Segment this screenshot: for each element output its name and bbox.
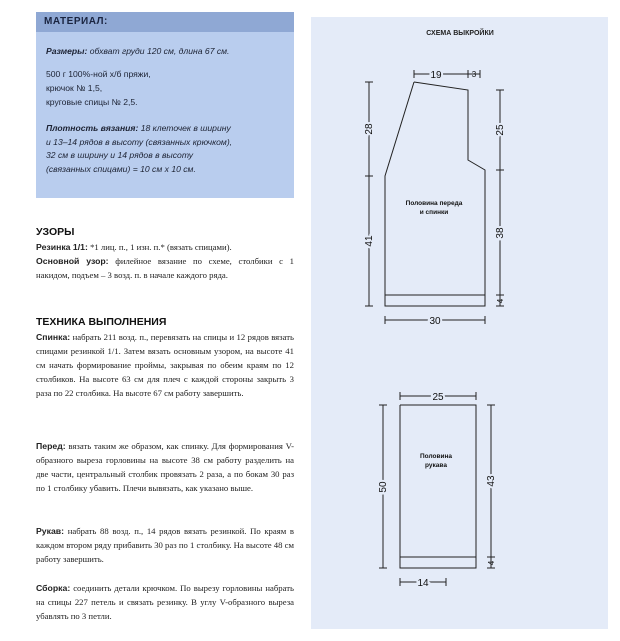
back-label: Спинка:	[36, 332, 71, 342]
front-text: вязать таким же образом, как спинку. Для формирования V-образного выреза горловины на высоте 38 см работу разделить на две части, центральный столбик провязать 2 раза, а по бокам 30 раз по 1 столбику убавить. Плечи вывязать, как указано выше.	[36, 441, 295, 493]
density-line-1: 18 клеточек в ширину	[140, 123, 231, 133]
body-piece-outline	[385, 82, 485, 306]
dim-body-left: 41	[364, 235, 375, 247]
sleeve-label-line-1: Половина	[419, 453, 453, 460]
main-pattern-text: филейное вязание по схеме, столбики с 1 накидом, подъем – 3 возд. п. в начале каждого ряда.	[36, 256, 294, 280]
dim-sleeve-top: 25	[432, 392, 444, 403]
rib-label: Резинка 1/1:	[36, 242, 88, 252]
sizes-label: Размеры:	[46, 46, 88, 56]
sleeve-label: Рукав:	[36, 526, 65, 536]
diagram-title: СХЕМА ВЫКРОЙКИ	[426, 30, 494, 37]
technique-title: ТЕХНИКА ВЫПОЛНЕНИЯ	[36, 316, 167, 328]
dim-sleeve-bottom: 14	[417, 578, 429, 589]
dim-sleeve-right: 43	[486, 475, 497, 487]
rib-text: *1 лиц. п., 1 изн. п.* (вязать спицами).	[90, 242, 232, 252]
dim-body-right: 38	[495, 227, 506, 239]
assembly-text: соединить детали крючком. По вырезу горловины набрать на спицы 227 петель и связать резинку. В углу V-образного выреза убавлять по 3 петли.	[36, 583, 295, 621]
dim-shoulder: 19	[430, 70, 442, 81]
dim-armhole-right: 25	[495, 124, 506, 136]
dim-neck-offset: 3	[471, 70, 477, 79]
density-line-2: и 13–14 рядов в высоту (связанных крючком),	[46, 136, 233, 147]
front-label: Перед:	[36, 441, 66, 451]
sleeve-text: набрать 88 возд. п., 14 рядов вязать резинкой. По краям в каждом втором ряду прибавить 30 раз по 1 столбику. На высоте 48 см работу завершить.	[36, 526, 294, 564]
hook-line: крючок № 1,5,	[46, 83, 103, 93]
density-line-3: 32 см в ширину и 14 рядов в высоту	[46, 150, 194, 160]
density-line-4: (связанных спицами) = 10 см х 10 см.	[46, 163, 196, 174]
dim-bottom: 30	[429, 316, 441, 327]
main-pattern-label: Основной узор:	[36, 256, 109, 266]
dim-rib: 4	[496, 298, 505, 304]
dim-sleeve-cuff: 4	[487, 560, 496, 566]
body-label-line-1: Половина переда	[405, 200, 463, 207]
patterns-title: УЗОРЫ	[36, 226, 75, 238]
body-label-line-2: и спинки	[419, 209, 449, 216]
dim-sleeve-left: 50	[378, 481, 389, 493]
sizes-value: обхват груди 120 см, длина 67 см.	[89, 46, 230, 56]
density-label: Плотность вязания:	[46, 123, 139, 133]
assembly-label: Сборка:	[36, 583, 71, 593]
dim-armhole-left: 28	[364, 123, 375, 135]
materials-header: МАТЕРИАЛ:	[36, 12, 294, 32]
sleeve-piece-outline	[400, 405, 476, 568]
back-text: набрать 211 возд. п., перевязать на спицы и 12 рядов вязать спицами резинкой 1/1. Затем вязать основным узором, на высоте 41 см начать формирование проймы, закрывая по обеим краям по 12 столбиков. На высоте 63 см для плеч с каждой стороны закрыть 3 раза по 22 столбика. На высоте 67 см работу завершить.	[36, 332, 294, 398]
needles-line: круговые спицы № 2,5.	[46, 97, 138, 107]
sleeve-label-line-2: рукава	[425, 462, 447, 469]
yarn-line: 500 г 100%-ной х/б пряжи,	[46, 69, 151, 79]
